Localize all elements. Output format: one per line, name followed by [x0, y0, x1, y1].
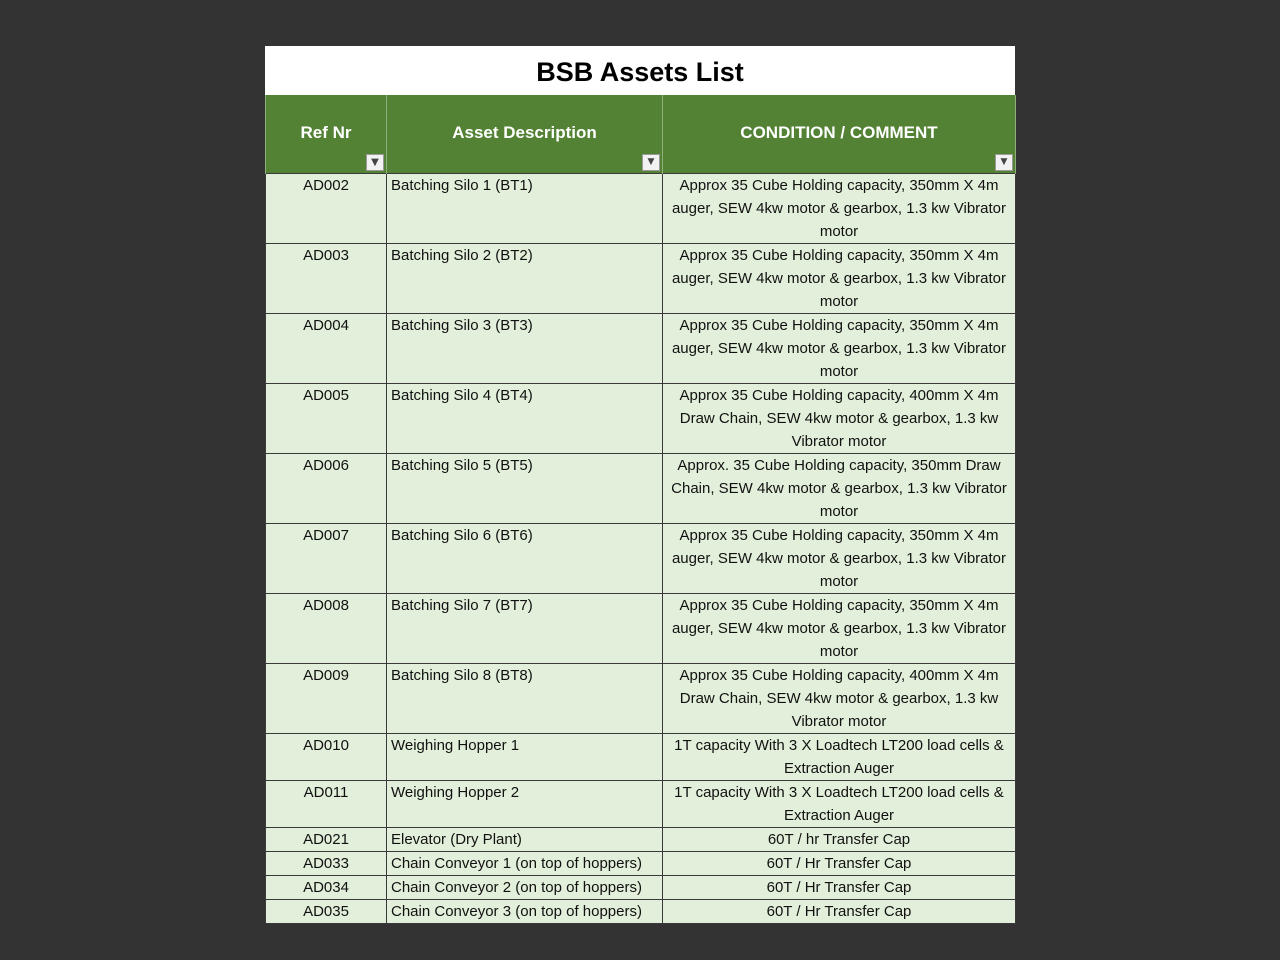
cell-ref[interactable]: AD010	[266, 734, 387, 781]
cell-condition[interactable]: Approx 35 Cube Holding capacity, 350mm X 4m auger, SEW 4kw motor & gearbox, 1.3 kw Vibrator motor	[663, 594, 1016, 664]
cell-condition[interactable]: 60T / Hr Transfer Cap	[663, 876, 1016, 900]
cell-ref[interactable]: AD006	[266, 454, 387, 524]
cell-ref[interactable]: AD002	[266, 174, 387, 244]
column-header-description	[387, 95, 663, 174]
cell-condition[interactable]: 1T capacity With 3 X Loadtech LT200 load cells & Extraction Auger	[663, 781, 1016, 828]
cell-description[interactable]: Chain Conveyor 3 (on top of hoppers)	[387, 900, 663, 924]
table-row	[266, 900, 1016, 924]
cell-description[interactable]: Batching Silo 3 (BT3)	[387, 314, 663, 384]
cell-condition[interactable]: Approx. 35 Cube Holding capacity, 350mm Draw Chain, SEW 4kw motor & gearbox, 1.3 kw Vibrator motor	[663, 454, 1016, 524]
cell-ref[interactable]: AD004	[266, 314, 387, 384]
cell-ref[interactable]: AD035	[266, 900, 387, 924]
cell-condition[interactable]: Approx 35 Cube Holding capacity, 400mm X 4m Draw Chain, SEW 4kw motor & gearbox, 1.3 kw Vibrator motor	[663, 664, 1016, 734]
cell-description[interactable]: Chain Conveyor 1 (on top of hoppers)	[387, 852, 663, 876]
cell-condition[interactable]: Approx 35 Cube Holding capacity, 400mm X 4m Draw Chain, SEW 4kw motor & gearbox, 1.3 kw Vibrator motor	[663, 384, 1016, 454]
table-row	[266, 828, 1016, 852]
column-header-label: CONDITION / COMMENT	[740, 123, 938, 142]
cell-ref[interactable]: AD003	[266, 244, 387, 314]
cell-description[interactable]: Batching Silo 5 (BT5)	[387, 454, 663, 524]
cell-description[interactable]: Batching Silo 6 (BT6)	[387, 524, 663, 594]
cell-description[interactable]: Batching Silo 8 (BT8)	[387, 664, 663, 734]
cell-condition[interactable]: Approx 35 Cube Holding capacity, 350mm X 4m auger, SEW 4kw motor & gearbox, 1.3 kw Vibrator motor	[663, 314, 1016, 384]
table-row	[266, 664, 1016, 734]
table-row	[266, 852, 1016, 876]
dropdown-arrow-icon[interactable]: ▼	[642, 154, 660, 171]
cell-condition[interactable]: Approx 35 Cube Holding capacity, 350mm X 4m auger, SEW 4kw motor & gearbox, 1.3 kw Vibrator motor	[663, 244, 1016, 314]
filter-active-icon[interactable]: ▼	[366, 154, 384, 171]
header-row	[266, 95, 1016, 174]
table-row	[266, 454, 1016, 524]
cell-description[interactable]: Batching Silo 4 (BT4)	[387, 384, 663, 454]
table-row	[266, 781, 1016, 828]
cell-condition[interactable]: 60T / hr Transfer Cap	[663, 828, 1016, 852]
cell-description[interactable]: Chain Conveyor 2 (on top of hoppers)	[387, 876, 663, 900]
cell-ref[interactable]: AD011	[266, 781, 387, 828]
table-row	[266, 244, 1016, 314]
assets-table	[265, 95, 1016, 924]
table-row	[266, 594, 1016, 664]
cell-condition[interactable]: Approx 35 Cube Holding capacity, 350mm X 4m auger, SEW 4kw motor & gearbox, 1.3 kw Vibrator motor	[663, 174, 1016, 244]
cell-description[interactable]: Batching Silo 7 (BT7)	[387, 594, 663, 664]
column-header-label: Asset Description	[452, 123, 597, 142]
sheet-title: BSB Assets List	[265, 46, 1015, 95]
cell-ref[interactable]: AD034	[266, 876, 387, 900]
cell-condition[interactable]: Approx 35 Cube Holding capacity, 350mm X 4m auger, SEW 4kw motor & gearbox, 1.3 kw Vibrator motor	[663, 524, 1016, 594]
table-row	[266, 876, 1016, 900]
cell-description[interactable]: Elevator (Dry Plant)	[387, 828, 663, 852]
cell-description[interactable]: Batching Silo 2 (BT2)	[387, 244, 663, 314]
cell-ref[interactable]: AD007	[266, 524, 387, 594]
cell-ref[interactable]: AD021	[266, 828, 387, 852]
column-header-ref	[266, 95, 387, 174]
cell-description[interactable]: Weighing Hopper 2	[387, 781, 663, 828]
spreadsheet	[265, 46, 1015, 924]
cell-ref[interactable]: AD005	[266, 384, 387, 454]
cell-ref[interactable]: AD008	[266, 594, 387, 664]
cell-condition[interactable]: 60T / Hr Transfer Cap	[663, 852, 1016, 876]
dropdown-arrow-icon[interactable]: ▼	[995, 154, 1013, 171]
cell-ref[interactable]: AD009	[266, 664, 387, 734]
table-row	[266, 314, 1016, 384]
table-row	[266, 174, 1016, 244]
table-row	[266, 524, 1016, 594]
cell-condition[interactable]: 60T / Hr Transfer Cap	[663, 900, 1016, 924]
cell-description[interactable]: Batching Silo 1 (BT1)	[387, 174, 663, 244]
table-row	[266, 734, 1016, 781]
cell-description[interactable]: Weighing Hopper 1	[387, 734, 663, 781]
column-header-condition	[663, 95, 1016, 174]
column-header-label: Ref Nr	[300, 123, 352, 142]
cell-ref[interactable]: AD033	[266, 852, 387, 876]
cell-condition[interactable]: 1T capacity With 3 X Loadtech LT200 load cells & Extraction Auger	[663, 734, 1016, 781]
table-row	[266, 384, 1016, 454]
